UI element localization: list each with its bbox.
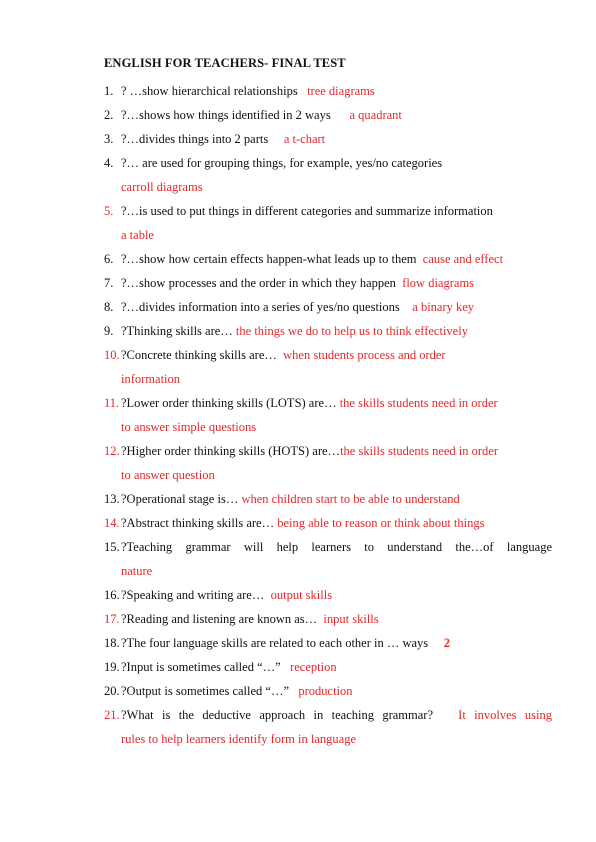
question-text: ?Speaking and writing are…	[121, 588, 265, 602]
question-text: ? …show hierarchical relationships	[121, 84, 298, 98]
question-number: 16.	[104, 588, 120, 602]
question-21	[104, 703, 552, 751]
question-8	[104, 295, 552, 319]
answer-text: a quadrant	[349, 108, 402, 122]
question-16	[104, 583, 552, 607]
question-text: ?Input is sometimes called “…”	[121, 660, 281, 674]
question-11	[104, 391, 552, 439]
question-text: ?…shows how things identified in 2 ways	[121, 108, 331, 122]
question-number: 4.	[104, 156, 114, 170]
answer-continuation: information	[121, 372, 181, 386]
question-5	[104, 199, 552, 247]
question-20	[104, 679, 552, 703]
page-title: ENGLISH FOR TEACHERS- FINAL TEST	[104, 56, 346, 70]
question-text: ?Thinking skills are…	[121, 324, 233, 338]
question-12	[104, 439, 552, 487]
question-7	[104, 271, 552, 295]
question-number: 18.	[104, 636, 120, 650]
answer-text: 2	[443, 636, 451, 650]
question-text: ?Reading and listening are known as…	[121, 612, 318, 626]
question-text: ?Output is sometimes called “…”	[121, 684, 290, 698]
question-number: 2.	[104, 108, 114, 122]
answer-text: reception	[290, 660, 337, 674]
question-number: 17.	[104, 612, 120, 626]
answer-text: flow diagrams	[402, 276, 475, 290]
answer-text: being able to reason or think about things	[277, 516, 485, 530]
question-number: 15.	[104, 540, 120, 554]
answer-text: carroll diagrams	[121, 180, 203, 194]
question-number: 1.	[104, 84, 114, 98]
question-text: ?Teaching grammar will help learners to understand the…of language	[121, 540, 552, 554]
answer-continuation: to answer question	[121, 468, 215, 482]
question-10	[104, 343, 552, 391]
answer-text: a binary key	[412, 300, 475, 314]
answer-text: output skills	[270, 588, 333, 602]
question-text: ?What is the deductive approach in teaching grammar?	[121, 708, 434, 722]
question-1	[104, 79, 552, 103]
question-6	[104, 247, 552, 271]
question-number: 11.	[104, 396, 120, 410]
question-text: ?Lower order thinking skills (LOTS) are…	[121, 396, 337, 410]
answer-text: nature	[121, 564, 153, 578]
answer-continuation: rules to help learners identify form in language	[121, 732, 356, 746]
question-number: 19.	[104, 660, 120, 674]
question-text: ?Higher order thinking skills (HOTS) are…	[121, 444, 341, 458]
question-13	[104, 487, 552, 511]
answer-text: a t-chart	[283, 132, 326, 146]
question-text: ?Concrete thinking skills are…	[121, 348, 277, 362]
answer-text: a table	[121, 228, 154, 242]
question-text: ?…show how certain effects happen-what leads up to them	[121, 252, 417, 266]
question-number: 6.	[104, 252, 114, 266]
answer-text: cause and effect	[422, 252, 504, 266]
answer-text: the skills students need in order	[340, 444, 499, 458]
question-15	[104, 535, 552, 583]
question-number: 9.	[104, 324, 114, 338]
question-text: ?The four language skills are related to each other in … ways	[121, 636, 429, 650]
answer-text: when children start to be able to understand	[241, 492, 460, 506]
question-9	[104, 319, 552, 343]
answer-text: production	[298, 684, 353, 698]
question-number: 7.	[104, 276, 114, 290]
question-number: 20.	[104, 684, 120, 698]
question-number: 8.	[104, 300, 114, 314]
question-text: ?… are used for grouping things, for example, yes/no categories	[121, 156, 443, 170]
answer-text: It involves using	[458, 708, 552, 722]
question-number: 14.	[104, 516, 120, 530]
answer-text: the things we do to help us to think effectively	[235, 324, 468, 338]
answer-continuation: to answer simple questions	[121, 420, 257, 434]
answer-text: when students process and order	[283, 348, 446, 362]
question-number: 13.	[104, 492, 120, 506]
question-text: ?…show processes and the order in which they happen	[121, 276, 396, 290]
question-text: ?…divides information into a series of yes/no questions	[121, 300, 400, 314]
question-text: ?…is used to put things in different categories and summarize information	[121, 204, 493, 218]
question-text: ?…divides things into 2 parts	[121, 132, 269, 146]
question-number: 10.	[104, 348, 120, 362]
question-3	[104, 127, 552, 151]
question-number: 3.	[104, 132, 114, 146]
answer-text: input skills	[323, 612, 379, 626]
question-4	[104, 151, 552, 199]
question-14	[104, 511, 552, 535]
question-number: 21.	[104, 708, 120, 722]
question-text: ?Abstract thinking skills are…	[121, 516, 275, 530]
question-number: 5.	[104, 204, 114, 218]
answer-text: the skills students need in order	[339, 396, 498, 410]
question-17	[104, 607, 552, 631]
question-text: ?Operational stage is…	[121, 492, 239, 506]
question-18	[104, 631, 552, 655]
question-2	[104, 103, 552, 127]
question-19	[104, 655, 552, 679]
question-number: 12.	[104, 444, 120, 458]
answer-text: tree diagrams	[307, 84, 375, 98]
